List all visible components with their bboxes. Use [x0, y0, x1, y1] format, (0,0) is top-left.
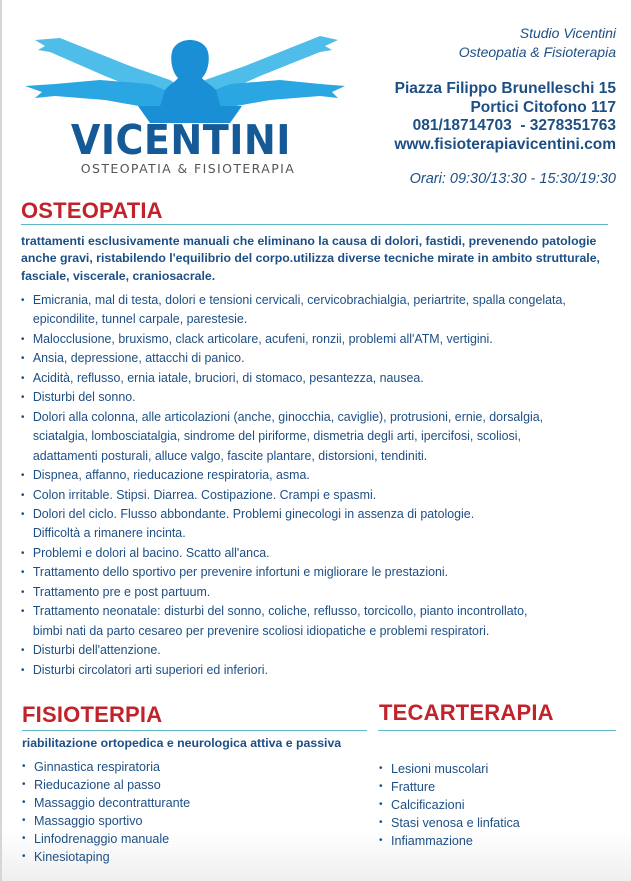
- logo-title: VICENTINI: [70, 116, 291, 164]
- bullet-icon: •: [379, 799, 383, 810]
- tecarterapia-list: [379, 760, 619, 850]
- item-text: Disturbi dell'attenzione.: [32, 643, 161, 658]
- item-text: Ginnastica respiratoria: [34, 760, 160, 774]
- bullet-icon: •: [22, 833, 26, 844]
- list-item: [22, 758, 352, 776]
- item-text: Kinesiotaping: [34, 850, 110, 864]
- phone-numbers: 081/18714703 - 3278351763: [412, 117, 616, 134]
- list-item: [21, 641, 617, 660]
- item-text: Lesioni muscolari: [391, 762, 489, 776]
- section-divider: [21, 224, 608, 225]
- bullet-icon: •: [21, 372, 25, 384]
- item-text: Trattamento neonatale: disturbi del sonno, coliche, reflusso, torcicollo, pianto incontrollato,: [32, 604, 528, 619]
- section-divider: [22, 730, 367, 731]
- bullet-icon: •: [21, 547, 25, 559]
- item-text: Fratture: [391, 780, 436, 794]
- list-item: [21, 602, 617, 641]
- address-line-2: Portici Citofono 117: [470, 98, 616, 116]
- list-item: [22, 794, 352, 812]
- list-item: [21, 661, 617, 680]
- description-line: trattamenti esclusivamente manuali che eliminano la causa di dolori, fastidi, prevenendo patologie: [21, 234, 597, 248]
- item-text: Trattamento dello sportivo per prevenire infortuni e migliorare le prestazioni.: [32, 565, 449, 580]
- studio-specialty: Osteopatia & Fisioterapia: [458, 44, 616, 60]
- bullet-icon: •: [21, 295, 25, 306]
- bullet-icon: •: [379, 835, 383, 846]
- list-item: [21, 544, 617, 563]
- contact-block: [394, 24, 616, 187]
- bullet-icon: •: [21, 489, 25, 501]
- item-text: epicondilite, tunnel carpale, parestesie.: [32, 312, 248, 327]
- item-text: Ansia, depressione, attacchi di panico.: [32, 351, 245, 366]
- item-text: Rieducazione al passo: [34, 778, 161, 792]
- list-item: [379, 814, 619, 832]
- item-text: Infiammazione: [391, 834, 473, 848]
- item-text: Difficoltà a rimanere incinta.: [32, 526, 186, 541]
- item-text: Calcificazioni: [391, 798, 465, 812]
- bullet-icon: •: [22, 779, 26, 790]
- section-title-osteopatia: OSTEOPATIA: [21, 198, 163, 223]
- address-line-1: Piazza Filippo Brunelleschi 15: [394, 80, 616, 97]
- item-text: Colon irritable. Stipsi. Diarrea. Costipazione. Crampi e spasmi.: [32, 487, 377, 502]
- website-link[interactable]: www.fisioterapiavicentini.com: [394, 135, 616, 153]
- list-item: [21, 388, 617, 407]
- fisioterapia-description: riabilitazione ortopedica e neurologica attiva e passiva: [22, 736, 342, 750]
- logo-subtitle: OSTEOPATIA & FISIOTERAPIA: [80, 161, 296, 176]
- bullet-icon: •: [21, 333, 25, 345]
- bullet-icon: •: [379, 817, 383, 828]
- bullet-icon: •: [21, 353, 25, 365]
- bullet-icon: •: [21, 392, 25, 404]
- list-item: [21, 563, 617, 582]
- bullet-icon: •: [21, 470, 25, 482]
- item-text: Emicrania, mal di testa, dolori e tensioni cervicali, cervicobrachialgia, periartrite, spalla congelata,: [32, 293, 566, 307]
- item-text: Problemi e dolori al bacino. Scatto all'anca.: [32, 545, 270, 560]
- list-item: [21, 466, 617, 485]
- section-title-fisioterapia: FISIOTERPIA: [22, 702, 163, 727]
- bullet-icon: •: [21, 508, 25, 520]
- item-text: adattamenti posturali, alluce valgo, fascite plantare, distorsioni, tendiniti.: [32, 448, 428, 463]
- bullet-icon: •: [22, 797, 26, 808]
- bullet-icon: •: [21, 411, 25, 423]
- list-item: [21, 583, 617, 602]
- list-item: [21, 369, 617, 388]
- item-text: Massaggio decontratturante: [34, 796, 191, 810]
- bullet-icon: •: [21, 586, 25, 598]
- section-divider: [378, 730, 616, 731]
- list-item: [22, 776, 352, 794]
- bullet-icon: •: [379, 781, 383, 792]
- list-item: [21, 408, 617, 466]
- description-line: fasciale, viscerale, craniosacrale.: [21, 268, 216, 283]
- item-text: Linfodrenaggio manuale: [34, 832, 170, 846]
- item-text: Dolori del ciclo. Flusso abbondante. Problemi ginecologi in assenza di patologie.: [32, 506, 475, 521]
- list-item: [21, 486, 617, 505]
- item-text: Malocclusione, bruxismo, clack articolare, acufeni, ronzii, problemi all'ATM, vertigini.: [32, 331, 493, 346]
- osteopatia-description: [21, 233, 621, 285]
- list-item: [21, 505, 617, 544]
- bullet-icon: •: [22, 815, 26, 826]
- list-item: [379, 778, 619, 796]
- description-line: anche gravi, ristabilendo l'equilibrio del corpo.utilizza diverse tecniche mirate in ambito strutturale,: [21, 251, 600, 266]
- bullet-icon: •: [21, 664, 25, 676]
- list-item: [22, 848, 352, 866]
- human-figure-arms-outstretched-icon: [20, 28, 350, 123]
- item-text: Disturbi del sonno.: [32, 390, 136, 405]
- list-item: [379, 760, 619, 778]
- item-text: Stasi venosa e linfatica: [391, 816, 520, 830]
- osteopatia-list: [21, 291, 626, 680]
- fisioterapia-list: [22, 758, 352, 866]
- bullet-icon: •: [21, 606, 25, 618]
- item-text: sciatalgia, lombosciatalgia, sindrome del piriforme, dismetria degli arti, ipercifosi, scoliosi,: [32, 429, 521, 444]
- bullet-icon: •: [379, 763, 383, 774]
- list-item: [21, 291, 617, 330]
- list-item: [379, 832, 619, 850]
- item-text: Disturbi circolatori arti superiori ed inferiori.: [32, 662, 268, 677]
- item-text: Trattamento pre e post partuum.: [32, 584, 211, 599]
- bullet-icon: •: [21, 567, 25, 579]
- list-item: [21, 349, 617, 368]
- list-item: [22, 830, 352, 848]
- list-item: [21, 330, 617, 349]
- bullet-icon: •: [22, 761, 26, 772]
- item-text: Dispnea, affanno, rieducazione respiratoria, asma.: [32, 468, 310, 483]
- opening-hours: Orari: 09:30/13:30 - 15:30/19:30: [409, 171, 616, 187]
- section-title-tecarterapia: TECARTERAPIA: [379, 700, 554, 725]
- item-text: Dolori alla colonna, alle articolazioni (anche, ginocchia, caviglie), protrusioni, ernie, dorsalgia,: [32, 409, 544, 424]
- address-block: [394, 80, 616, 154]
- list-item: [22, 812, 352, 830]
- item-text: Acidità, reflusso, ernia iatale, bruciori, di stomaco, pesantezza, nausea.: [32, 370, 424, 385]
- bullet-icon: •: [22, 851, 26, 862]
- vicentini-logo: [20, 28, 350, 178]
- studio-name: Studio Vicentini: [519, 25, 616, 41]
- bullet-icon: •: [21, 645, 25, 657]
- item-text: bimbi nati da parto cesareo per prevenire scoliosi idiopatiche e problemi respiratori.: [32, 623, 490, 638]
- list-item: [379, 796, 619, 814]
- item-text: Massaggio sportivo: [34, 814, 143, 828]
